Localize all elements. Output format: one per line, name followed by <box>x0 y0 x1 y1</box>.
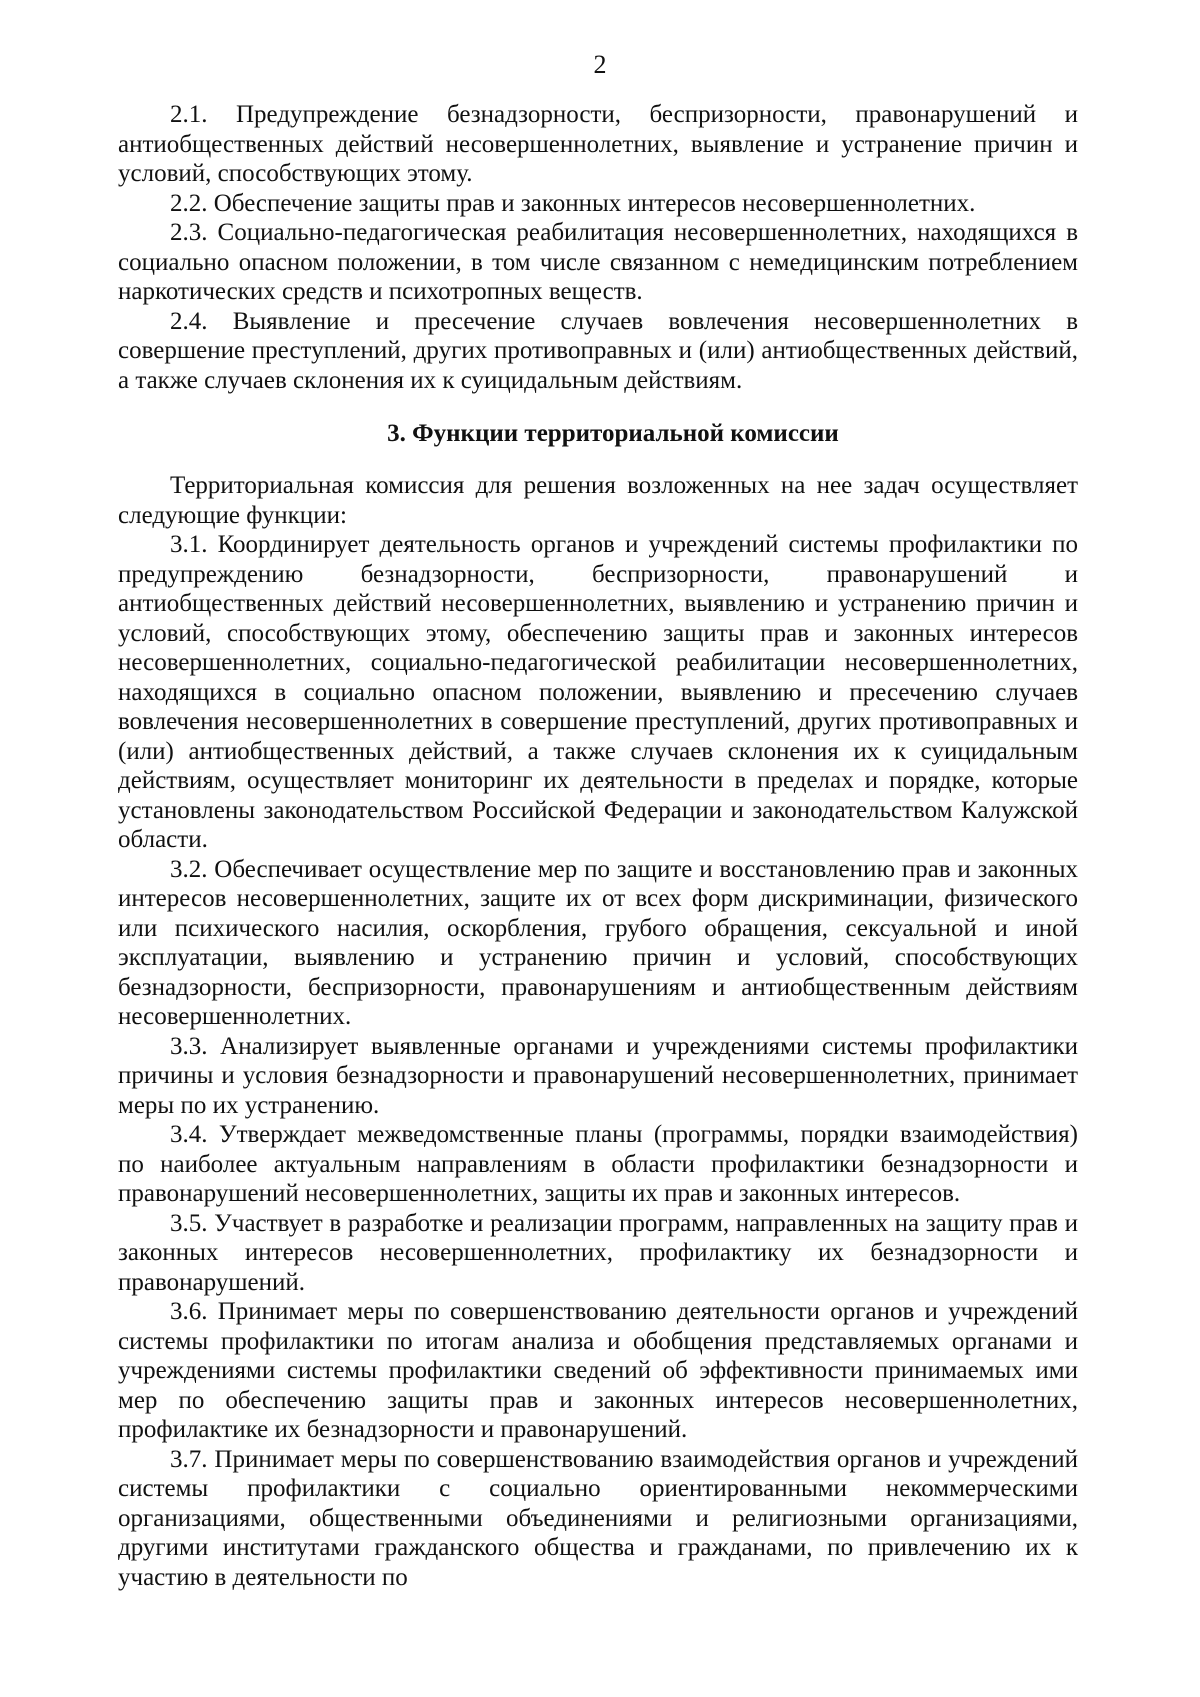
paragraph-2-1: 2.1. Предупреждение безнадзорности, беспризорности, правонарушений и антиобщественных действий несовершеннолетних, выявление и устранение причин и условий, способствующих этому. <box>118 101 1078 187</box>
paragraph-3-3: 3.3. Анализирует выявленные органами и учреждениями системы профилактики причины и условия безнадзорности и правонарушений несовершеннолетних, принимает меры по их устранению. <box>118 1032 1078 1119</box>
document-body <box>118 100 1078 1592</box>
section-3-heading: 3. Функции территориальной комиссии <box>387 420 839 447</box>
paragraph-3-6: 3.6. Принимает меры по совершенствованию деятельности органов и учреждений системы профилактики по итогам анализа и обобщения представляемых органами и учреждениями системы профилактики сведений об эффективности принимаемых ими мер по обеспечению защиты прав и законных интересов несовершеннолетних, профилактике их безнадзорности и правонарушений. <box>118 1298 1078 1443</box>
paragraph-3-1: 3.1. Координирует деятельность органов и учреждений системы профилактики по предупреждению безнадзорности, беспризорности, правонарушений и антиобщественных действий несовершеннолетних, выявлению и устранению причин и условий, способствующих этому, обеспечению защиты прав и законных интересов несовершеннолетних, социально-педагогической реабилитации несовершеннолетних, находящихся в социально опасном положении, выявлению и пресечению случаев вовлечения несовершеннолетних в совершение преступлений, других противоправных и (или) антиобщественных действий, а также случаев склонения их к суицидальным действиям, осуществляет мониторинг их деятельности в пределах и порядке, которые установлены законодательством Российской Федерации и законодательством Калужской области. <box>118 531 1078 853</box>
paragraph-3-7: 3.7. Принимает меры по совершенствованию взаимодействия органов и учреждений системы профилактики с социально ориентированными некоммерческими организациями, общественными объединениями и религиозными организациями, другими институтами гражданского общества и гражданами, по привлечению их к участию в деятельности по <box>118 1445 1078 1591</box>
paragraph-3-2: 3.2. Обеспечивает осуществление мер по защите и восстановлению прав и законных интересов несовершеннолетних, защите их от всех форм дискриминации, физического или психического насилия, оскорбления, грубого обращения, сексуальной и иной эксплуатации, выявлению и устранению причин и условий, способствующих безнадзорности, беспризорности, правонарушениям и антиобщественным действиям несовершеннолетних. <box>118 855 1078 1030</box>
paragraph-2-4: 2.4. Выявление и пресечение случаев вовлечения несовершеннолетних в совершение преступлений, других противоправных и (или) антиобщественных действий, а также случаев склонения их к суицидальным действиям. <box>118 307 1078 394</box>
paragraph-2-3: 2.3. Социально-педагогическая реабилитация несовершеннолетних, находящихся в социально опасном положении, в том числе связанном с немедицинским потреблением наркотических средств и психотропных веществ. <box>118 219 1078 305</box>
paragraph-2-2: 2.2. Обеспечение защиты прав и законных интересов несовершеннолетних. <box>170 189 976 217</box>
paragraph-3-4: 3.4. Утверждает межведомственные планы (программы, порядки взаимодействия) по наиболее актуальным направлениям в области профилактики безнадзорности и правонарушений несовершеннолетних, защиты их прав и законных интересов. <box>118 1121 1078 1207</box>
paragraph-3-5: 3.5. Участвует в разработке и реализации программ, направленных на защиту прав и законных интересов несовершеннолетних, профилактику их безнадзорности и правонарушений. <box>118 1209 1078 1296</box>
section-3-intro: Территориальная комиссия для решения возложенных на нее задач осуществляет следующие функции: <box>118 472 1078 529</box>
page-number: 2 <box>593 50 607 79</box>
